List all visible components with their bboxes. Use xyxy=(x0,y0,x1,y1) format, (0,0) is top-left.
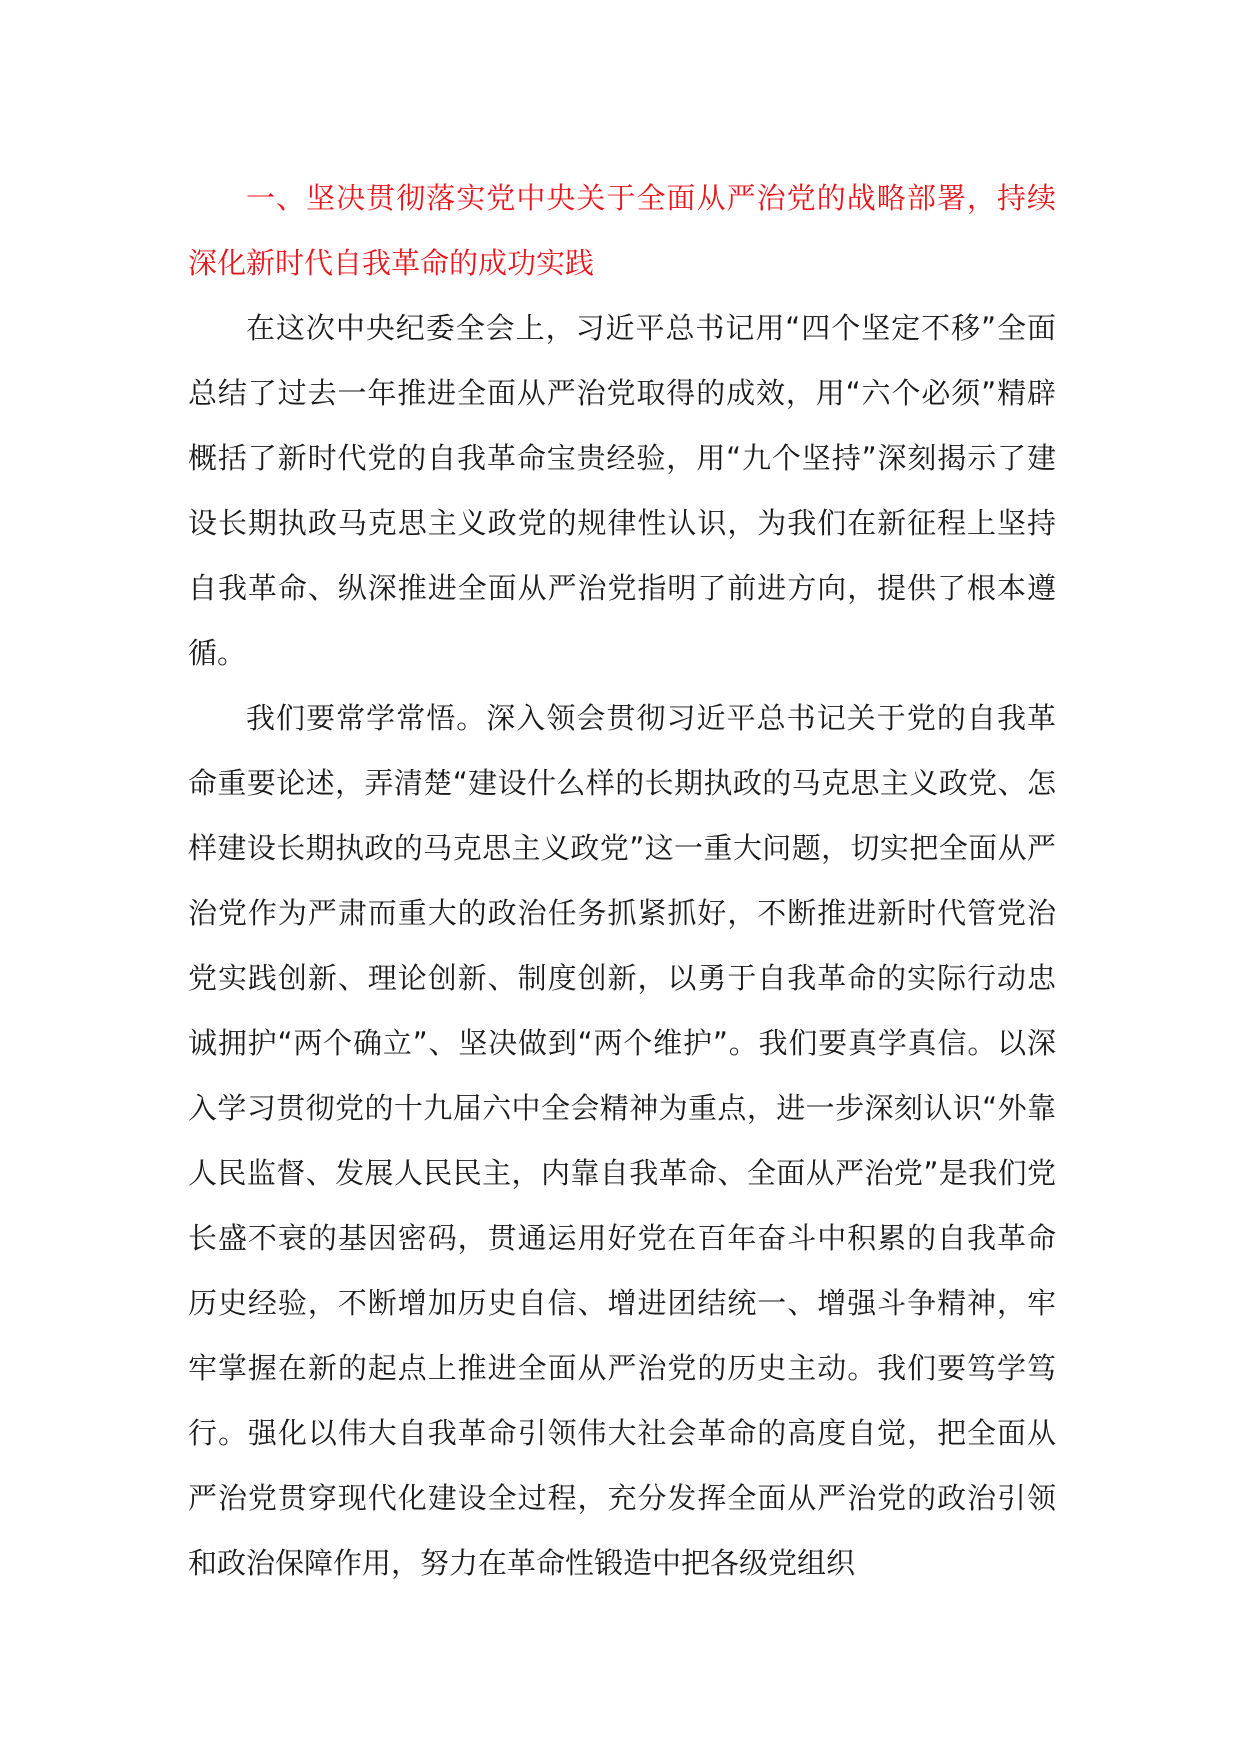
paragraph-summary: 在这次中央纪委全会上，习近平总书记用“四个坚定不移”全面总结了过去一年推进全面从严治党取得的成效，用“六个必须”精辟概括了新时代党的自我革命宝贵经验，用“九个坚持”深刻揭示了建设长期执政马克思主义政党的规律性认识，为我们在新征程上坚持自我革命、纵深推进全面从严治党指明了前进方向，提供了根本遵循。 xyxy=(188,311,1056,670)
section-heading: 一、坚决贯彻落实党中央关于全面从严治党的战略部署，持续深化新时代自我革命的成功实践 xyxy=(188,181,1056,280)
document-body xyxy=(188,166,1056,1596)
paragraph-study: 我们要常学常悟。深入领会贯彻习近平总书记关于党的自我革命重要论述，弄清楚“建设什么样的长期执政的马克思主义政党、怎样建设长期执政的马克思主义政党”这一重大问题，切实把全面从严治党作为严肃而重大的政治任务抓紧抓好，不断推进新时代管党治党实践创新、理论创新、制度创新，以勇于自我革命的实际行动忠诚拥护“两个确立”、坚决做到“两个维护”。我们要真学真信。以深入学习贯彻党的十九届六中全会精神为重点，进一步深刻认识“外靠人民监督、发展人民民主，内靠自我革命、全面从严治党”是我们党长盛不衰的基因密码，贯通运用好党在百年奋斗中积累的自我革命历史经验，不断增加历史自信、增进团结统一、增强斗争精神，牢牢掌握在新的起点上推进全面从严治党的历史主动。我们要笃学笃行。强化以伟大自我革命引领伟大社会革命的高度自觉，把全面从严治党贯穿现代化建设全过程，充分发挥全面从严治党的政治引领和政治保障作用，努力在革命性锻造中把各级党组织 xyxy=(188,701,1056,1580)
